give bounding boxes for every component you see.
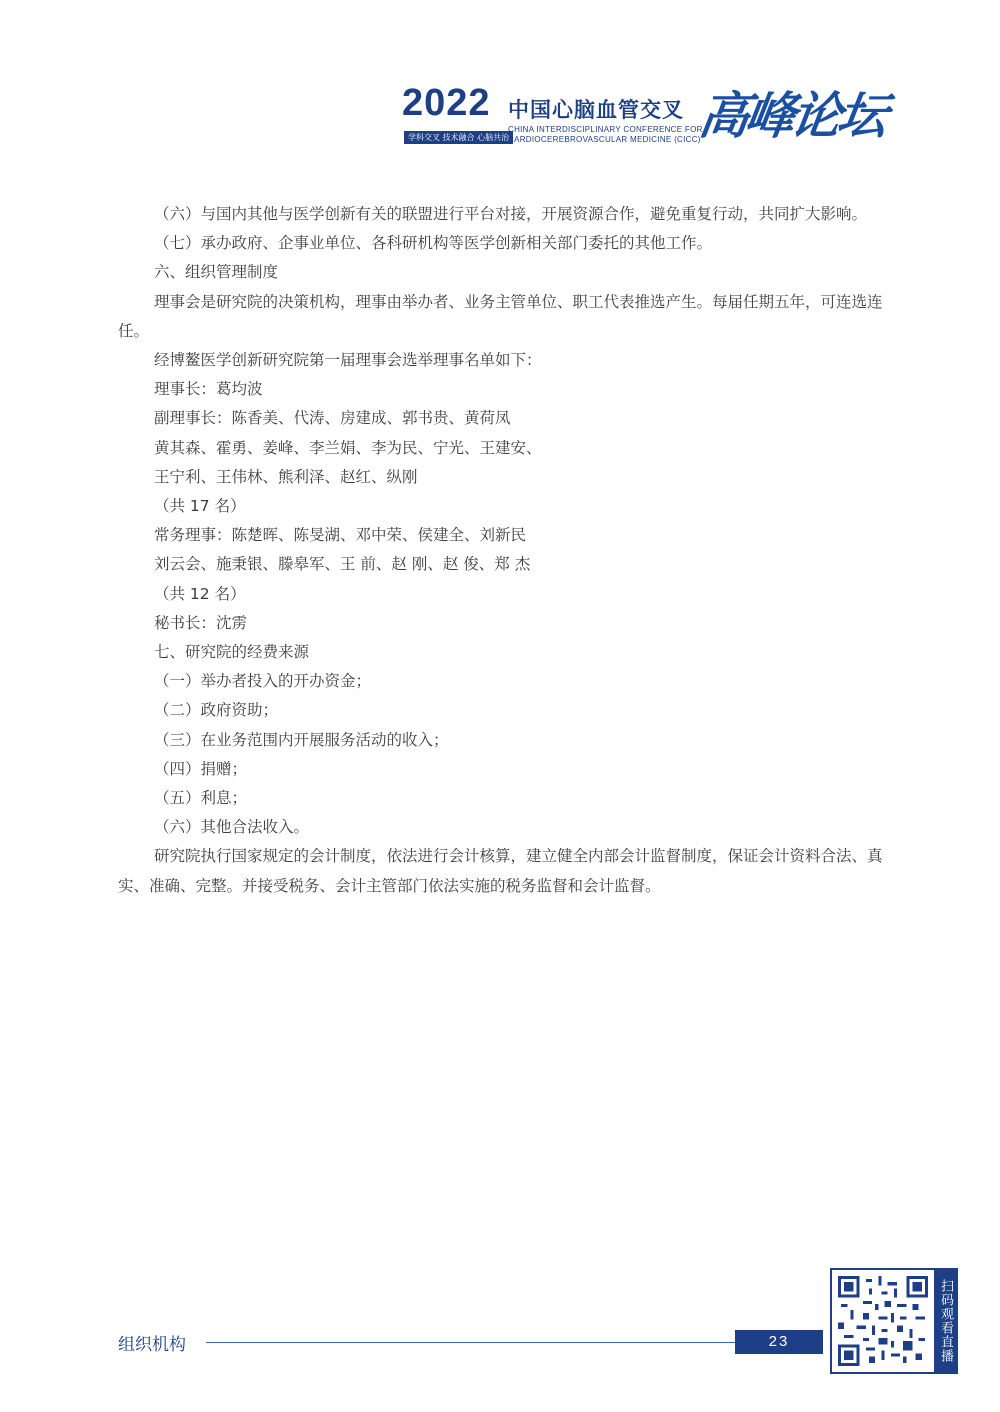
paragraph: 经博鳌医学创新研究院第一届理事会选举理事名单如下： [154, 351, 542, 370]
page-number: 23 [735, 1330, 823, 1354]
list-item: （共 17 名） [154, 497, 246, 516]
footer-divider [206, 1342, 736, 1343]
list-item: 常务理事：陈楚晖、陈旻湖、邓中荣、侯建全、刘新民 [154, 526, 527, 545]
list-item: （四）捐赠； [154, 759, 248, 778]
list-item: 王宁利、王伟林、熊利泽、赵红、纵刚 [154, 467, 418, 486]
list-item: 刘云会、施秉银、滕皋军、王 前、赵 刚、赵 俊、郑 杰 [154, 555, 531, 574]
footer-section-label: 组织机构 [118, 1335, 186, 1355]
conference-tagline: 学科交叉 技术融合 心脑共治 [404, 131, 513, 144]
qr-code-icon[interactable] [838, 1276, 928, 1366]
conference-year: 2022 [402, 82, 491, 124]
list-item: （二）政府资助； [154, 701, 279, 720]
list-item: 秘书长：沈雳 [154, 613, 248, 632]
paragraph: （七）承办政府、企事业单位、各科研机构等医学创新相关部门委托的其他工作。 [154, 234, 713, 253]
paragraph: （六）与国内其他与医学创新有关的联盟进行平台对接，开展资源合作，避免重复行动，共同扩大影响。 [154, 205, 868, 223]
paragraph: 研究院执行国家规定的会计制度，依法进行会计核算，建立健全内部会计监督制度，保证会计资料合法、真实、准确、完整。并接受税务、会计主管部门依法实施的税务监督和会计监督。 [118, 847, 883, 895]
list-item: （一）举办者投入的开办资金； [154, 672, 372, 691]
list-item: 副理事长：陈香美、代涛、房建成、郭书贵、黄荷凤 [154, 409, 511, 428]
forum-calligraphy-title: 高峰论坛 [695, 86, 888, 145]
conference-header [400, 82, 900, 182]
paragraph: 理事会是研究院的决策机构，理事由举办者、业务主管单位、职工代表推选产生。每届任期五年，可连选连任。 [118, 292, 883, 340]
document-body [118, 200, 888, 901]
list-item: 黄其森、霍勇、姜峰、李兰娟、李为民、宁光、王建安、 [154, 438, 542, 457]
conference-title-en-line2: CARDIOCEREBROVASCULAR MEDICINE (CICC) [508, 135, 701, 144]
qr-scan-label: 扫码观看直播 [934, 1270, 956, 1372]
section-heading: 七、研究院的经费来源 [154, 643, 310, 662]
list-item: 理事长：葛均波 [154, 380, 263, 399]
list-item: （六）其他合法收入。 [154, 818, 310, 837]
list-item: （共 12 名） [154, 584, 246, 603]
list-item: （三）在业务范围内开展服务活动的收入； [154, 730, 449, 749]
conference-title-en-line1: CHINA INTERDISCIPLINARY CONFERENCE FOR [508, 125, 703, 134]
qr-code-panel[interactable] [830, 1268, 958, 1374]
conference-title-cn: 中国心脑血管交叉 [508, 98, 684, 122]
section-heading: 六、组织管理制度 [154, 263, 279, 282]
list-item: （五）利息； [154, 789, 248, 808]
